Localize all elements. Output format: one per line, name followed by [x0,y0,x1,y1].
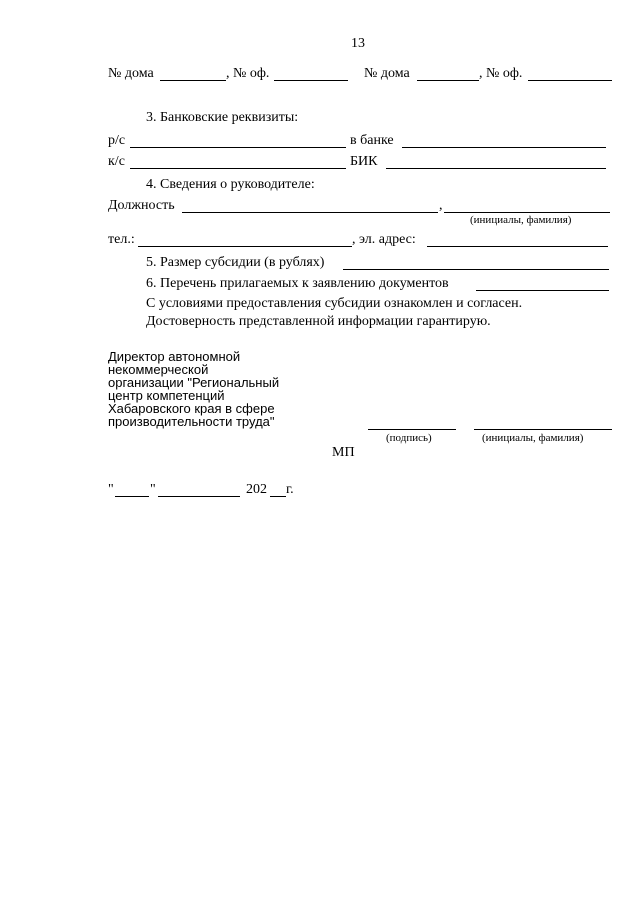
director-line: Директор автономной [108,349,241,364]
date-year-prefix: 202 [246,482,267,497]
house-field-right[interactable] [417,80,479,81]
stamp-place: МП [332,445,355,460]
house-label-right: № дома [364,66,410,81]
date-close-quote: " [150,482,156,497]
position-comma: , [439,198,443,213]
signature-field[interactable] [368,429,456,430]
director-line: центр компетенций [108,388,225,403]
date-day-field[interactable] [115,496,149,497]
rs-label: р/с [108,133,126,148]
email-label: , эл. адрес: [352,232,416,247]
director-line: некоммерческой [108,362,209,377]
bank-name-label: в банке [350,133,394,148]
house-label-left: № дома [108,66,154,81]
bank-heading: 3. Банковские реквизиты: [146,110,299,125]
bik-label: БИК [350,154,378,169]
subsidy-size-field[interactable] [343,269,609,270]
head-name-field[interactable] [444,212,610,213]
ks-field[interactable] [130,168,346,169]
page-number: 13 [351,36,365,51]
director-line: производительности труда" [108,414,275,429]
rs-field[interactable] [130,147,346,148]
email-field[interactable] [427,246,608,247]
office-label-left: , № оф. [226,66,270,81]
office-field-right[interactable] [528,80,612,81]
date-open-quote: " [108,482,114,497]
director-line: Хабаровского края в сфере [108,401,275,416]
phone-field[interactable] [138,246,352,247]
position-label: Должность [108,198,175,213]
head-initials-caption: (инициалы, фамилия) [470,214,572,226]
guarantee-statement: Достоверность представленной информации гарантирую. [146,314,491,329]
head-heading: 4. Сведения о руководителе: [146,177,315,192]
director-line: организации "Региональный [108,375,280,390]
director-name-field[interactable] [474,429,612,430]
bik-field[interactable] [386,168,606,169]
director-title [108,350,279,428]
date-year-field[interactable] [270,496,286,497]
date-month-field[interactable] [158,496,240,497]
phone-label: тел.: [108,232,135,247]
director-initials-caption: (инициалы, фамилия) [482,432,584,444]
ks-label: к/с [108,154,125,169]
office-label-right: , № оф. [479,66,523,81]
documents-list-field[interactable] [476,290,609,291]
office-field-left[interactable] [274,80,348,81]
signature-caption: (подпись) [386,432,432,444]
documents-list-label: 6. Перечень прилагаемых к заявлению документов [146,276,449,291]
house-field-left[interactable] [160,80,226,81]
position-field[interactable] [182,212,438,213]
bank-name-field[interactable] [402,147,606,148]
date-year-suffix: г. [286,482,294,497]
subsidy-size-label: 5. Размер субсидии (в рублях) [146,255,325,270]
agree-statement: С условиями предоставления субсидии ознакомлен и согласен. [146,296,523,311]
